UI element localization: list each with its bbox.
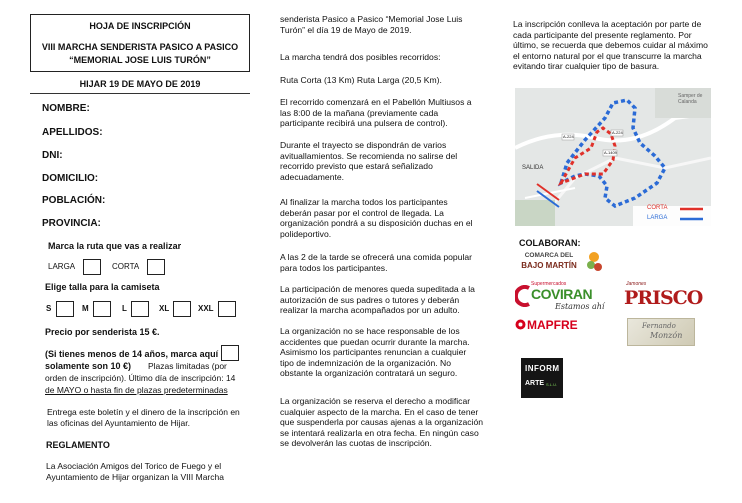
rules-line: La organización se reserva el derecho a modificar [280, 396, 471, 406]
size-xxl-label: XXL [198, 304, 214, 313]
rules-line: las 8:00 de la mañana (previamente cada [280, 107, 439, 118]
map-road3-label: A-1409 [604, 150, 617, 155]
rules-line: tipo de indemnización de la organización. No [280, 357, 452, 368]
rules-line: organización pondrá a su disposición duchas en el [280, 218, 473, 228]
route-corta-checkbox[interactable] [147, 259, 165, 275]
prisco-logo [624, 281, 703, 313]
price-text: Precio por senderista 15 €. [45, 327, 160, 337]
rules-line: senderista Pasico a Pasico “Memorial Jose Luis [280, 14, 463, 24]
under14-checkbox[interactable] [221, 345, 239, 361]
reglamento-line2: Ayuntamiento de Hijar organizan la VIII Marcha [46, 472, 224, 482]
reglamento-title: REGLAMENTO [46, 440, 110, 450]
rules-line: accidentes que puedan ocurrir durante la marcha. [280, 336, 470, 347]
coviran-swoosh-icon [515, 285, 531, 307]
route-map-svg [515, 88, 711, 226]
rules-line: La marcha tendrá dos posibles recorridos: [280, 52, 441, 62]
rules-line: El recorrido comenzará en el Pabellón Multiusos a [280, 97, 472, 107]
size-label: Elige talla para la camiseta [45, 282, 160, 292]
rules-paragraph-p4 [280, 140, 490, 182]
rules-paragraph-p1 [280, 52, 490, 63]
rules-line: realizar la marcha acompañados por un adulto. [280, 305, 460, 315]
fernando-monzon-logo [627, 318, 695, 346]
rules-paragraph-p7 [280, 284, 490, 316]
intro-line: La inscripción conlleva la aceptación por parte de [513, 19, 702, 29]
field-domicilio[interactable]: DOMICILIO: [42, 173, 99, 184]
rules-paragraph-p6 [280, 252, 490, 273]
rules-line: Turón” el día 19 de Mayo de 2019. [280, 24, 412, 35]
rules-line: se devolverán las cuotas de inscripción. [280, 438, 432, 448]
event-subtitle: “MEMORIAL JOSE LUIS TURÓN” [69, 55, 211, 65]
limited-text: Plazas limitadas (por [148, 361, 227, 371]
size-xl-checkbox[interactable] [173, 301, 191, 317]
rules-line: que suspenderla por causas ajenas a la organización [280, 417, 484, 427]
fernando-text-1: Fernando [642, 322, 676, 330]
fernando-text-2: Monzón [650, 331, 683, 340]
rules-line: obstante la organización contratará un seguro. [280, 368, 458, 378]
size-l-checkbox[interactable] [131, 301, 149, 317]
rules-line: A las 2 de la tarde se ofrecerá una comida popular [280, 252, 473, 262]
size-m-checkbox[interactable] [93, 301, 111, 317]
map-road2-label: A-224 [612, 130, 623, 135]
comarca-emblem-icon [585, 251, 603, 273]
rules-line: Ruta Corta (13 Km) Ruta Larga (20,5 Km). [280, 75, 442, 85]
coviran-slogan: Estamos ahí [555, 302, 605, 311]
size-l-label: L [122, 304, 127, 313]
limited-line3: de MAYO o hasta fin de plazas predeterminadas [45, 385, 228, 395]
prisco-text: PRISCO [624, 287, 703, 309]
rules-line: se intentará realizarla en otra fecha. En ningún caso [280, 427, 479, 438]
coviran-logo [515, 281, 610, 317]
reglamento-line1: La Asociación Amigos del Torico de Fuego y el [46, 461, 222, 471]
legend-larga-label: LARGA [647, 215, 668, 221]
size-m-label: M [82, 304, 89, 313]
informarte-text-3: S.L.U. [546, 382, 558, 387]
intro-line: evitando tirar cualquier tipo de basura. [513, 61, 660, 71]
field-dni[interactable]: DNI: [42, 150, 63, 161]
route-larga-label: LARGA [48, 262, 76, 271]
intro-paragraph [513, 19, 725, 72]
legend-corta-label: CORTA [647, 205, 668, 211]
limited-line2: orden de inscripción). Último día de inscripción: 14 [45, 373, 236, 383]
rules-paragraph-p2 [280, 75, 490, 86]
rules-paragraph-p5 [280, 197, 490, 239]
map-road1-label: A-224 [563, 134, 574, 139]
coviran-text: COVIRAN [531, 286, 593, 302]
prisco-top-text: Jamones [626, 281, 647, 287]
route-label: Marca la ruta que vas a realizar [48, 241, 182, 251]
under14-line1: (Si tienes menos de 14 años, marca aquí [45, 349, 219, 359]
route-corta-label: CORTA [112, 262, 140, 271]
rules-paragraph-p0 [280, 14, 490, 35]
mapfre-logo [515, 318, 595, 334]
mapfre-emblem-icon [515, 319, 526, 330]
event-title: VIII MARCHA SENDERISTA PASICO A PASICO [41, 42, 239, 52]
rules-paragraph-p9 [280, 396, 490, 449]
intro-line: cada participante del presente reglamento. Por [513, 29, 692, 40]
colaboran-title: COLABORAN: [519, 238, 581, 248]
rules-line: avituallamientos. Se recomienda no salirse del [280, 150, 458, 161]
route-map [515, 88, 711, 226]
entrega-line1: Entrega este boletín y el dinero de la inscripción en [47, 407, 240, 417]
rules-line: Durante el trayecto se dispondrán de varios [280, 140, 447, 150]
rules-line: adecuadamente. [280, 171, 345, 182]
rules-paragraph-p3 [280, 97, 490, 129]
divider [30, 93, 250, 94]
informarte-logo [521, 358, 563, 398]
form-title: HOJA DE INSCRIPCIÓN [89, 21, 191, 31]
rules-line: participante recibirá una pulsera de control). [280, 118, 448, 128]
comarca-logo-text-2: BAJO MARTÍN [521, 261, 577, 270]
coviran-top-text: Supermercados [531, 281, 567, 287]
intro-line: último, se recuerda que debemos cuidar al máximo [513, 40, 708, 50]
field-provincia[interactable]: PROVINCIA: [42, 218, 101, 229]
field-apellidos[interactable]: APELLIDOS: [42, 127, 103, 138]
rules-paragraph-p8 [280, 326, 490, 379]
mapfre-text: MAPFRE [527, 318, 578, 332]
size-s-checkbox[interactable] [56, 301, 74, 317]
size-s-label: S [46, 304, 52, 313]
rules-line: recorrido previsto que estará señalizado [280, 161, 433, 171]
comarca-logo-text-1: COMARCA DEL [524, 252, 574, 259]
comarca-logo [515, 251, 603, 275]
entrega-line2: las oficinas del Ayuntamiento de Hijar. [47, 418, 191, 428]
informarte-text-1: INFORM [525, 364, 560, 373]
rules-line: Asimismo los participantes renuncian a cualquier [280, 347, 467, 357]
field-nombre[interactable]: NOMBRE: [42, 103, 90, 114]
size-xl-label: XL [159, 304, 170, 313]
rules-line: Al finalizar la marcha todos los participantes [280, 197, 448, 207]
event-date: HIJAR 19 DE MAYO DE 2019 [79, 79, 201, 89]
under14-line2: solamente son 10 €) [45, 361, 132, 371]
rules-line: deberán pasar por el control de llegada. La [280, 207, 444, 218]
intro-line: el entorno natural por el que transcurre la marcha [513, 50, 702, 61]
rules-line: La organización no se hace responsable de los [280, 326, 460, 336]
rules-line: autorización de sus padres o tutores y deberán [280, 294, 460, 305]
informarte-text-2: ARTE [525, 380, 545, 387]
size-xxl-checkbox[interactable] [218, 301, 236, 317]
route-larga-checkbox[interactable] [83, 259, 101, 275]
rules-line: polideportivo. [280, 228, 332, 239]
field-poblacion[interactable]: POBLACIÓN: [42, 195, 106, 206]
map-start-label: SALIDA [522, 165, 544, 171]
map-town-label: Samper de Calanda [678, 93, 703, 105]
rules-line: cualquier aspecto de la marcha. En el caso de tener [280, 406, 479, 417]
rules-line: La participación de menores queda supeditada a la [280, 284, 475, 294]
rules-line: para todos los participantes. [280, 262, 388, 273]
